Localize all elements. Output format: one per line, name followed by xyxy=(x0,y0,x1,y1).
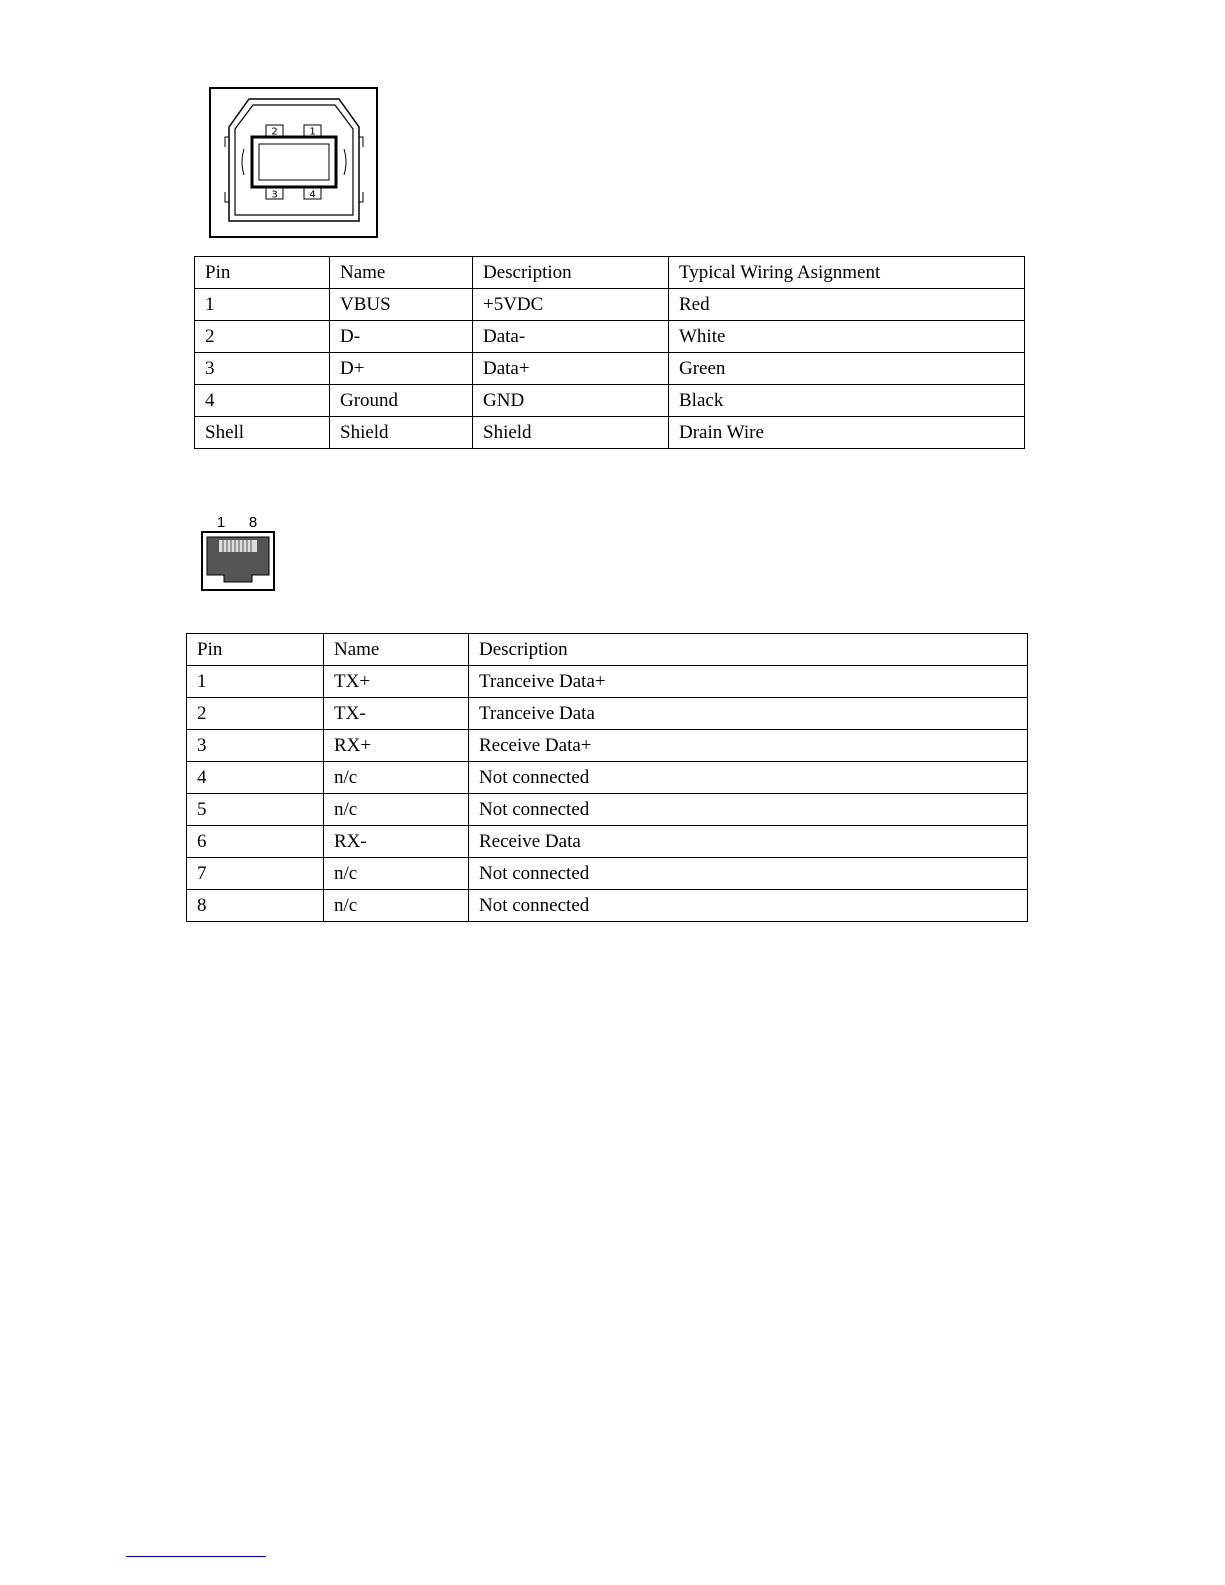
table-cell: D+ xyxy=(330,353,473,385)
table-cell: Red xyxy=(669,289,1025,321)
footnote-separator xyxy=(126,1556,266,1557)
table-cell: Not connected xyxy=(469,858,1028,890)
table-cell: 2 xyxy=(187,698,324,730)
table-cell: Black xyxy=(669,385,1025,417)
table-header-row xyxy=(187,634,1028,666)
table-row xyxy=(187,666,1028,698)
table-cell: n/c xyxy=(324,794,469,826)
table-row xyxy=(187,794,1028,826)
header-cell: Name xyxy=(330,257,473,289)
header-cell: Description xyxy=(473,257,669,289)
table-cell: Not connected xyxy=(469,890,1028,922)
table-cell: White xyxy=(669,321,1025,353)
table-cell: Tranceive Data xyxy=(469,698,1028,730)
usb-b-connector-diagram xyxy=(209,87,379,239)
usb-pin-label: 3 xyxy=(271,189,278,201)
table-cell: 4 xyxy=(195,385,330,417)
usb-pinout-table xyxy=(194,256,1025,449)
rj45-connector-diagram xyxy=(200,512,276,592)
table-cell: VBUS xyxy=(330,289,473,321)
header-cell: Typical Wiring Asignment xyxy=(669,257,1025,289)
table-cell: n/c xyxy=(324,858,469,890)
table-cell: 7 xyxy=(187,858,324,890)
table-row xyxy=(195,385,1025,417)
table-cell: Receive Data xyxy=(469,826,1028,858)
table-cell: 5 xyxy=(187,794,324,826)
table-cell: 3 xyxy=(187,730,324,762)
table-cell: 2 xyxy=(195,321,330,353)
table-row xyxy=(187,730,1028,762)
table-row xyxy=(195,289,1025,321)
table-cell: Green xyxy=(669,353,1025,385)
table-cell: 6 xyxy=(187,826,324,858)
usb-pin-label: 2 xyxy=(271,126,278,138)
usb-pin-label: 1 xyxy=(309,126,316,138)
table-cell: TX- xyxy=(324,698,469,730)
table-cell: TX+ xyxy=(324,666,469,698)
rj45-pin-label: 8 xyxy=(248,514,258,531)
table-cell: 1 xyxy=(195,289,330,321)
table-row xyxy=(187,890,1028,922)
table-row xyxy=(187,826,1028,858)
table-row xyxy=(195,353,1025,385)
table-cell: Receive Data+ xyxy=(469,730,1028,762)
table-row xyxy=(187,698,1028,730)
table-cell: Shield xyxy=(330,417,473,449)
table-cell: Drain Wire xyxy=(669,417,1025,449)
table-row xyxy=(195,321,1025,353)
table-cell: GND xyxy=(473,385,669,417)
header-cell: Pin xyxy=(195,257,330,289)
table-cell: n/c xyxy=(324,762,469,794)
table-cell: Not connected xyxy=(469,762,1028,794)
table-cell: 3 xyxy=(195,353,330,385)
table-cell: Shell xyxy=(195,417,330,449)
table-row xyxy=(187,762,1028,794)
table-cell: 4 xyxy=(187,762,324,794)
rj45-pin-label: 1 xyxy=(216,514,226,531)
rj45-pinout-table xyxy=(186,633,1028,922)
header-cell: Name xyxy=(324,634,469,666)
table-row xyxy=(187,858,1028,890)
header-cell: Pin xyxy=(187,634,324,666)
table-cell: RX- xyxy=(324,826,469,858)
table-cell: D- xyxy=(330,321,473,353)
table-cell: 8 xyxy=(187,890,324,922)
table-cell: Shield xyxy=(473,417,669,449)
table-cell: Data+ xyxy=(473,353,669,385)
table-header-row xyxy=(195,257,1025,289)
table-cell: +5VDC xyxy=(473,289,669,321)
table-cell: Not connected xyxy=(469,794,1028,826)
table-cell: Ground xyxy=(330,385,473,417)
table-cell: Tranceive Data+ xyxy=(469,666,1028,698)
table-cell: RX+ xyxy=(324,730,469,762)
table-row xyxy=(195,417,1025,449)
table-cell: n/c xyxy=(324,890,469,922)
table-cell: Data- xyxy=(473,321,669,353)
table-cell: 1 xyxy=(187,666,324,698)
usb-pin-label: 4 xyxy=(309,189,316,201)
header-cell: Description xyxy=(469,634,1028,666)
